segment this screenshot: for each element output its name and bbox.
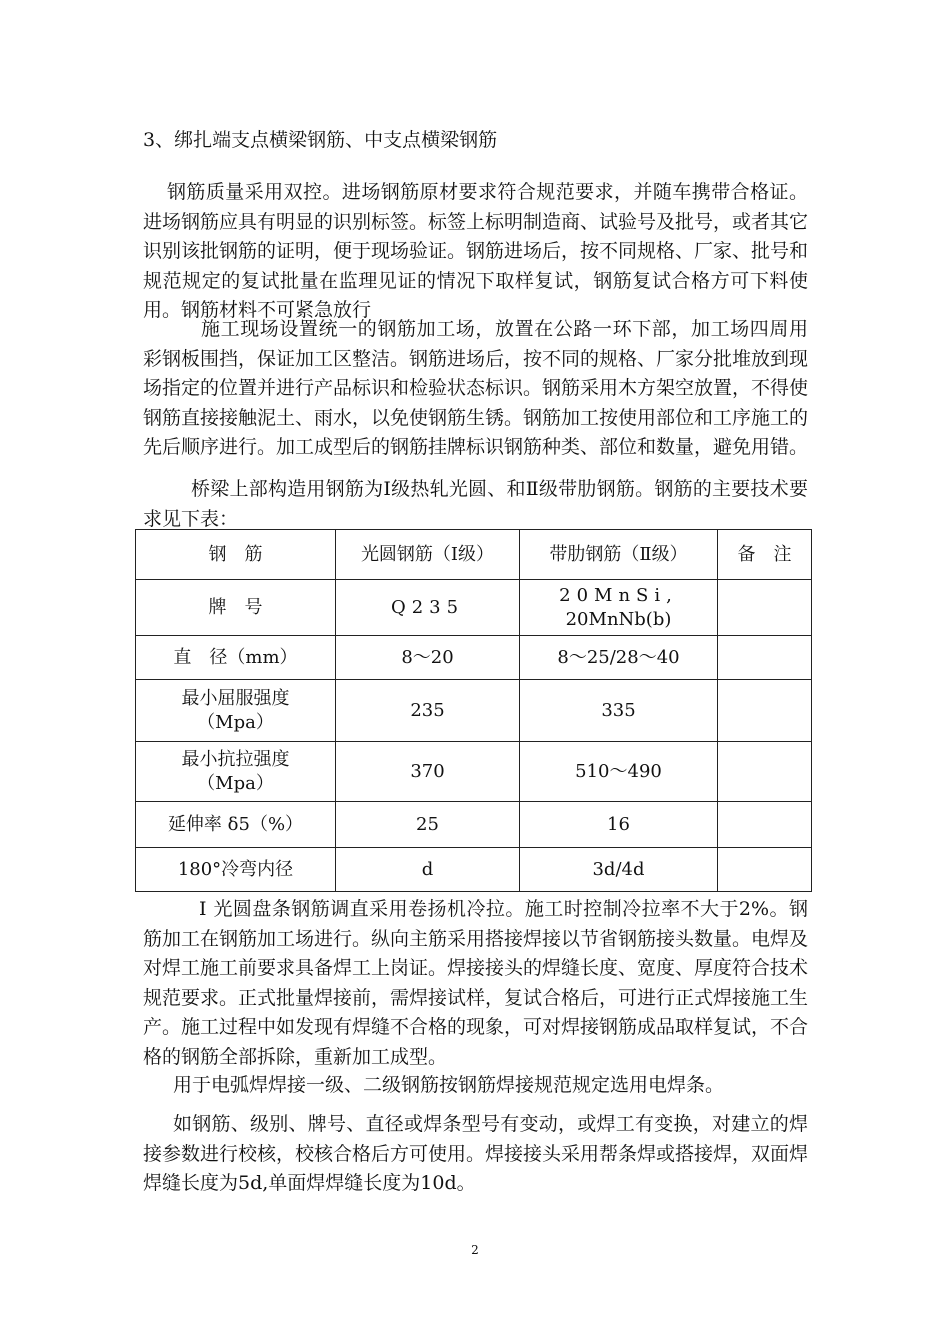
table-note-cell: [718, 802, 812, 848]
row-label-line: （Mpa）: [197, 772, 274, 794]
table-cell: 235: [336, 680, 520, 742]
table-cell-line: 20MnNb(b): [565, 608, 672, 630]
table-note-cell: [718, 848, 812, 892]
table-cell: 8～20: [336, 636, 520, 680]
row-label-line: 最小屈服强度: [181, 687, 290, 709]
table-header-cell: 钢 筋: [136, 530, 336, 580]
table-header-cell: 光圆钢筋（Ⅰ级）: [336, 530, 520, 580]
table-cell: 8～25/28～40: [520, 636, 718, 680]
table-cell: 335: [520, 680, 718, 742]
row-label: [136, 680, 336, 742]
page-number: 2: [471, 1243, 479, 1257]
row-label: 直 径（mm）: [136, 636, 336, 680]
table-cell: d: [336, 848, 520, 892]
paragraph-cold-drawing: Ⅰ 光圆盘条钢筋调直采用卷扬机冷拉。施工时控制冷拉率不大于2%。钢筋加工在钢筋加工场进行。纵向主筋采用搭接焊接以节省钢筋接头数量。电焊及对焊工施工前要求具备焊工上岗证。焊接接头的焊缝长度、宽度、厚度符合技术规范要求。正式批量焊接前，需焊接试样，复试合格后，可进行正式焊接施工生产。施工过程中如发现有焊缝不合格的现象，可对焊接钢筋成品取样复试，不合格的钢筋全部拆除，重新加工成型。: [143, 898, 809, 1068]
table-note-cell: [718, 580, 812, 636]
table-cell: 3d/4d: [520, 848, 718, 892]
row-label: 延伸率 δ5（%）: [136, 802, 336, 848]
table-cell: Q235: [336, 580, 520, 636]
table-header-row: [136, 530, 812, 580]
table-header-cell: 带肋钢筋（Ⅱ级）: [520, 530, 718, 580]
row-label: 180°冷弯内径: [136, 848, 336, 892]
table-note-cell: [718, 680, 812, 742]
table-cell: 16: [520, 802, 718, 848]
table-cell: [520, 580, 718, 636]
paragraph-electrode: 用于电弧焊焊接一级、二级钢筋按钢筋焊接规范规定选用电焊条。: [173, 1074, 725, 1096]
section-heading: 3、绑扎端支点横梁钢筋、中支点横梁钢筋: [143, 129, 498, 151]
row-label-line: 最小抗拉强度: [181, 748, 290, 770]
table-row: [136, 742, 812, 802]
table-row: [136, 680, 812, 742]
paragraph-weld-parameters: 如钢筋、级别、牌号、直径或焊条型号有变动，或焊工有变换，对建立的焊接参数进行校核，校核合格后方可使用。焊接接头采用帮条焊或搭接焊，双面焊焊缝长度为5d,单面焊焊缝长度为10d。: [143, 1113, 809, 1194]
table-cell-line: 20MnSi,: [559, 584, 678, 606]
paragraph-quality-control: 钢筋质量采用双控。进场钢筋原材要求符合规范要求，并随车携带合格证。进场钢筋应具有明显的识别标签。标签上标明制造商、试验号及批号，或者其它识别该批钢筋的证明，便于现场验证。钢筋进场后，按不同规格、厂家、批号和规范规定的复试批量在监理见证的情况下取样复试，钢筋复试合格方可下料使用。钢筋材料不可紧急放行: [143, 181, 809, 321]
paragraph-processing-site: 施工现场设置统一的钢筋加工场，放置在公路一环下部，加工场四周用彩钢板围挡，保证加工区整洁。钢筋进场后，按不同的规格、厂家分批堆放到现场指定的位置并进行产品标识和检验状态标识。钢筋采用木方架空放置，不得使钢筋直接接触泥土、雨水，以免使钢筋生锈。钢筋加工按使用部位和工序施工的先后顺序进行。加工成型后的钢筋挂牌标识钢筋种类、部位和数量，避免用错。: [143, 318, 809, 458]
table-cell: 370: [336, 742, 520, 802]
paragraph-rebar-intro: 桥梁上部构造用钢筋为Ⅰ级热轧光圆、和Ⅱ级带肋钢筋。钢筋的主要技术要求见下表：: [143, 478, 808, 530]
table-row: [136, 802, 812, 848]
table-row: [136, 636, 812, 680]
table-row: [136, 580, 812, 636]
row-label: 牌 号: [136, 580, 336, 636]
rebar-spec-table: [135, 529, 812, 892]
row-label-line: （Mpa）: [197, 711, 274, 733]
table-note-cell: [718, 636, 812, 680]
table-header-cell: 备 注: [718, 530, 812, 580]
row-label: [136, 742, 336, 802]
table-cell: 510～490: [520, 742, 718, 802]
table-note-cell: [718, 742, 812, 802]
table-cell: 25: [336, 802, 520, 848]
table-row: [136, 848, 812, 892]
